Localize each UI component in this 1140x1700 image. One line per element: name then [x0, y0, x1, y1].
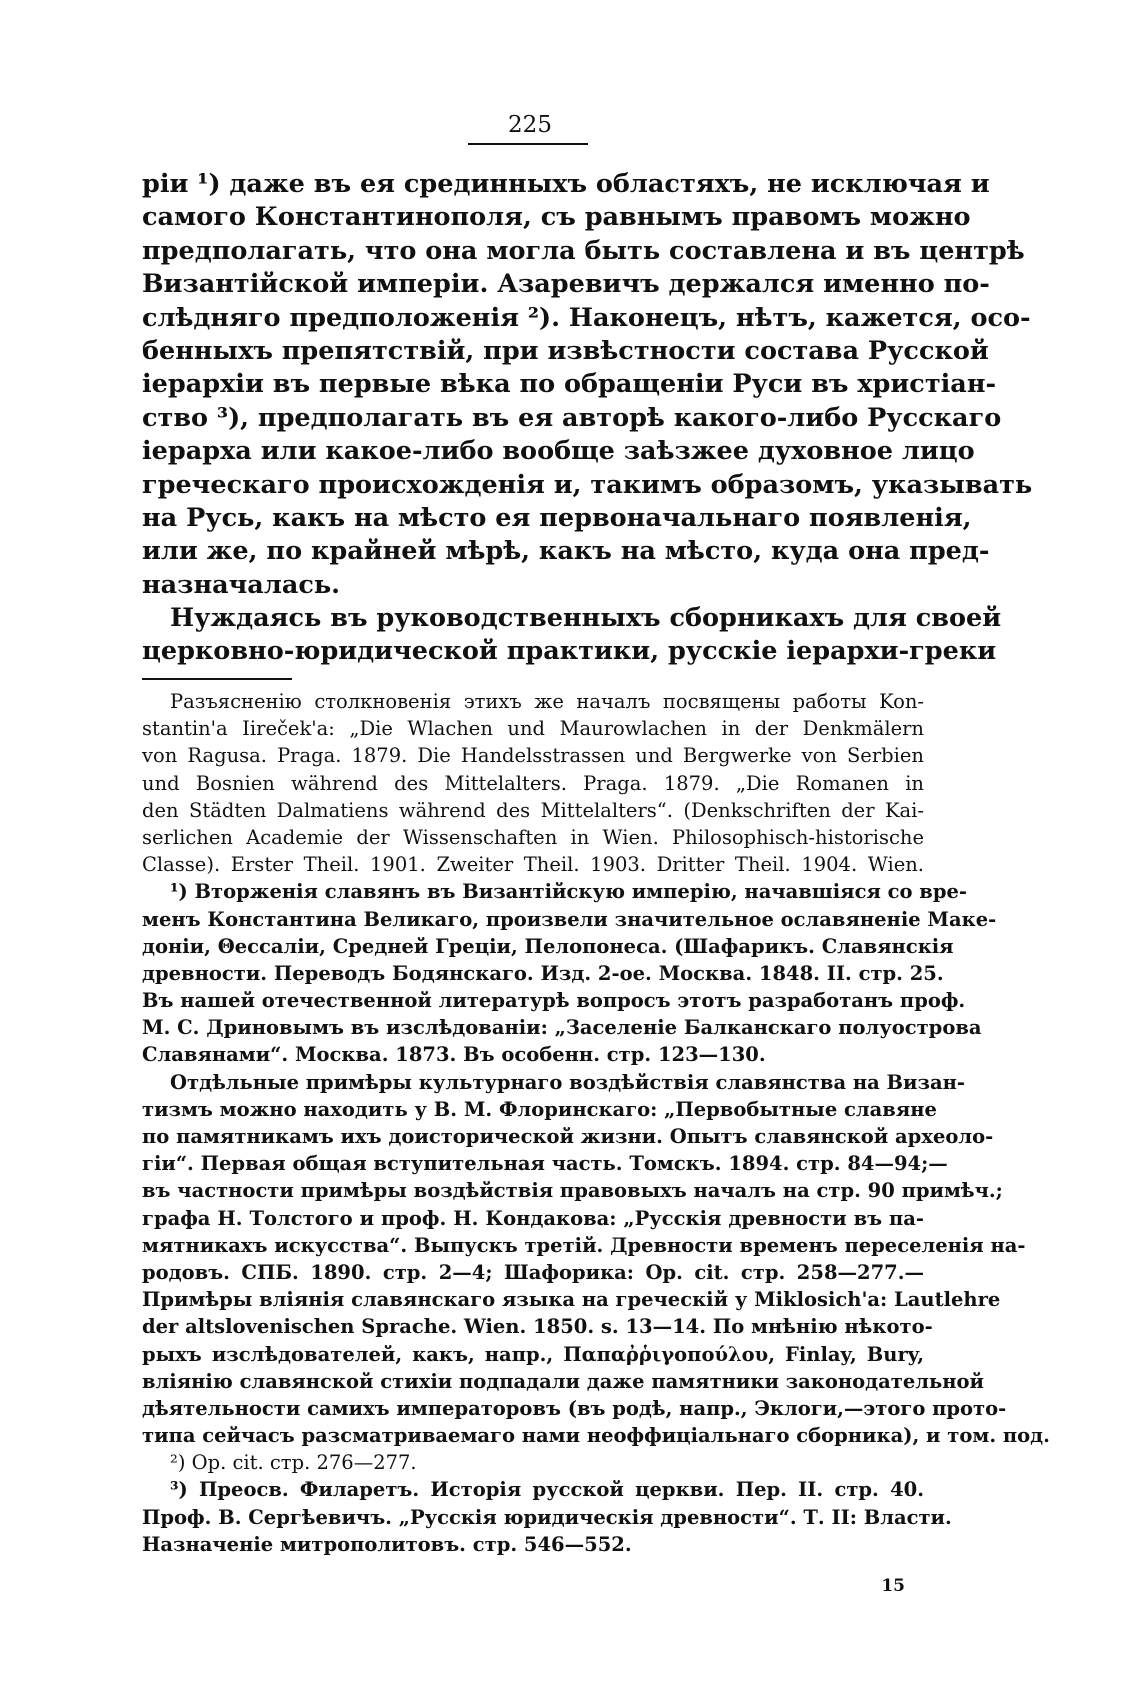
footnote-rule: [142, 678, 292, 680]
main-text-line: ріи ¹) даже въ ея срединныхъ областяхъ, не исключая и: [142, 169, 990, 199]
footnote-line: serlichen Academie der Wissenschaften in Wien. Philosophisch-historische: [142, 825, 924, 849]
main-text-line: назначалась.: [142, 569, 341, 600]
main-text-line: или же, по крайней мѣрѣ, какъ на мѣсто, куда она пред-: [142, 536, 990, 567]
footnote-line: типа сейчасъ разсматриваемаго нами неоффиціальнаго сборника), и том. под.: [142, 1424, 1050, 1448]
footnote-line: von Ragusa. Praga. 1879. Die Handelsstrassen und Bergwerke von Serbien: [142, 744, 924, 768]
main-text-line: церковно-юридической практики, русскіе іерархи-греки: [142, 636, 997, 667]
footnote-line: Въ нашей отечественной литературѣ вопросъ этотъ разработанъ проф.: [142, 989, 966, 1013]
footnote-line: вліянію славянской стихіи подпадали даже памятники законодательной: [142, 1369, 985, 1393]
main-text-line: Византійской имперіи. Азаревичъ держался именно по-: [142, 269, 990, 300]
main-text-line: предполагать, что она могла быть составлена и въ центрѣ: [142, 235, 1025, 266]
footnote-line: графа Н. Толстого и проф. Н. Кондакова: „Русскія древности въ па-: [142, 1206, 924, 1230]
footnote-line: Разъясненію столкновенія этихъ же началъ посвящены работы Kon-: [170, 690, 924, 713]
footnote-line: Отдѣльные примѣры культурнаго воздѣйствія славянства на Визан-: [170, 1070, 965, 1094]
footnote-line: родовъ. СПБ. 1890. стр. 2—4; Шафорика: Op. cit. стр. 258—277.—: [142, 1260, 924, 1284]
main-text-line: ство ³), предполагать въ ея авторѣ какого-либо Русскаго: [142, 402, 1002, 433]
footnote-line: der altslovenischen Sprache. Wien. 1850. s. 13—14. По мнѣнію нѣкото-: [142, 1315, 933, 1339]
main-text-line: бенныхъ препятствій, при извѣстности состава Русской: [142, 335, 989, 366]
main-text-line: самого Константинополя, съ равнымъ правомъ можно: [142, 202, 971, 233]
footnote-line: und Bosnien während des Mittelalters. Praga. 1879. „Die Romanen in: [142, 771, 924, 795]
footnote-line: по памятникамъ ихъ доисторической жизни. Опытъ славянской археоло-: [142, 1125, 994, 1148]
main-text-line: Нуждаясь въ руководственныхъ сборникахъ для своей: [170, 603, 1002, 634]
footnote-line: Classe). Erster Theil. 1901. Zweiter Theil. 1903. Dritter Theil. 1904. Wien.: [142, 853, 924, 877]
footnote-line: древности. Переводъ Бодянскаго. Изд. 2-ое. Москва. 1848. II. стр. 25.: [142, 961, 944, 985]
footnotes: [142, 688, 1050, 1558]
footnote-line: Примѣры вліянія славянскаго языка на греческій у Miklosich'a: Lautlehre: [142, 1288, 1001, 1312]
footnote-line: Славянами“. Москва. 1873. Въ особенн. стр. 123—130.: [142, 1043, 766, 1067]
footnote-line: М. С. Дриновымъ въ изслѣдованіи: „Заселеніе Балканскаго полуострова: [142, 1016, 982, 1040]
footnote-line: ³) Преосв. Филаретъ. Исторія русской церкви. Пер. II. стр. 40.: [170, 1478, 924, 1502]
footnote-line: рыхъ изслѣдователей, какъ, напр., Παπαῤῥιγοπούλου, Finlay, Bury,: [142, 1342, 924, 1366]
main-text: [142, 168, 1033, 669]
page-number: 225: [508, 112, 552, 138]
main-text-line: на Русь, какъ на мѣсто ея первоначальнаго появленія,: [142, 502, 972, 533]
footnote-line: доніи, Θессаліи, Средней Греціи, Пелопонеса. (Шафарикъ. Славянскія: [142, 934, 954, 958]
signature-mark: 15: [881, 1576, 905, 1596]
main-text-line: іерархіи въ первые вѣка по обращеніи Руси въ христіан-: [142, 369, 997, 400]
footnote-line: Проф. В. Сергѣевичъ. „Русскія юридическія древности“. Т. II: Власти.: [142, 1505, 952, 1529]
footnote-line: дѣятельности самихъ императоровъ (въ родѣ, напр., Эклоги,—этого прото-: [142, 1396, 1007, 1420]
footnote-line: Назначеніе митрополитовъ. стр. 546—552.: [142, 1532, 632, 1556]
footnote-line: гіи“. Первая общая вступительная часть. Томскъ. 1894. стр. 84—94;—: [142, 1152, 948, 1176]
footnote-line: ¹) Вторженія славянъ въ Византійскую имперію, начавшіяся со вре-: [170, 880, 967, 904]
footnote-line: ²) Op. cit. стр. 276—277.: [170, 1451, 417, 1475]
main-text-line: греческаго происхожденія и, такимъ образомъ, указывать: [142, 469, 1033, 500]
footnote-line: менъ Константина Великаго, произвели значительное ославяненіе Маке-: [142, 907, 997, 931]
footnote-line: stantin'a Iireček'a: „Die Wlachen und Maurowlachen in der Denkmälern: [142, 717, 924, 741]
page-number-rule: [468, 143, 588, 145]
main-text-line: слѣдняго предположенія ²). Наконецъ, нѣтъ, кажется, осо-: [142, 302, 1031, 333]
footnote-line: мятникахъ искусства“. Выпускъ третій. Древности временъ переселенія на-: [142, 1233, 1026, 1257]
footnote-line: въ частности примѣры воздѣйствія правовыхъ началъ на стр. 90 примѣч.;: [142, 1179, 1003, 1203]
main-text-line: іерарха или какое-либо вообще заѣзжее духовное лицо: [142, 436, 975, 467]
footnote-line: тизмъ можно находить у В. М. Флоринскаго: „Первобытные славяне: [142, 1097, 937, 1121]
footnote-line: den Städten Dalmatiens während des Mittelalters“. (Denkschriften der Kai-: [142, 798, 924, 822]
